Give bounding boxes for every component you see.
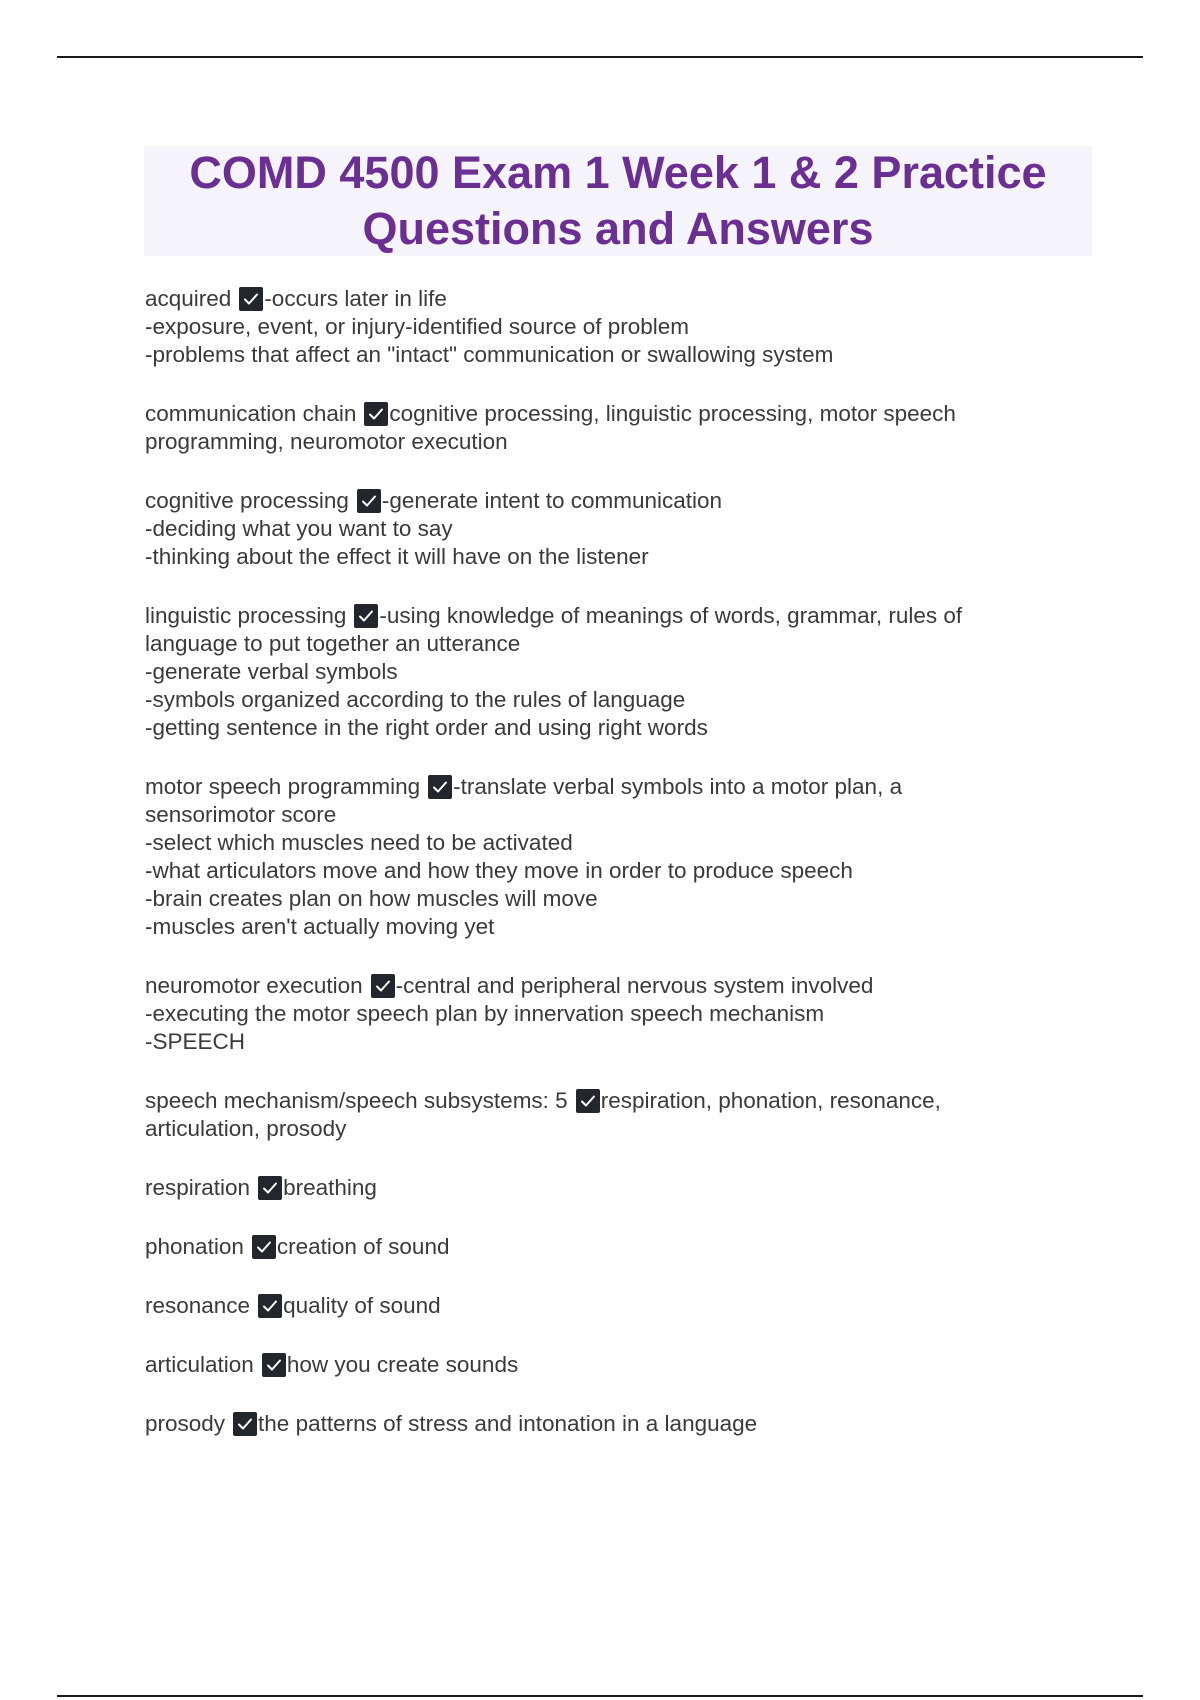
qa-answer-first-line: -central and peripheral nervous system involved — [395, 973, 874, 998]
qa-answer-first-line: breathing — [283, 1175, 377, 1200]
qa-answer-line: -generate verbal symbols — [145, 659, 398, 684]
top-rule — [57, 56, 1143, 58]
qa-term: phonation — [145, 1234, 244, 1259]
qa-entry — [145, 1351, 1045, 1379]
qa-entry — [145, 972, 1045, 1056]
qa-answer-line: -thinking about the effect it will have on the listener — [145, 544, 649, 569]
qa-answer-line: -getting sentence in the right order and using right words — [145, 715, 708, 740]
qa-answer-line: -muscles aren't actually moving yet — [145, 914, 495, 939]
qa-answer-first-line: -generate intent to communication — [381, 488, 723, 513]
qa-entry — [145, 487, 1045, 571]
qa-answer-line: -SPEECH — [145, 1029, 246, 1054]
qa-entry — [145, 1292, 1045, 1320]
page-title — [189, 145, 1046, 257]
qa-answer-first-line: how you create sounds — [286, 1352, 519, 1377]
checkmark-box-icon — [239, 287, 263, 311]
qa-entry — [145, 1087, 1045, 1143]
qa-answer-line: -brain creates plan on how muscles will move — [145, 886, 598, 911]
qa-entry — [145, 1410, 1045, 1438]
qa-answer-first-line: quality of sound — [283, 1293, 441, 1318]
qa-entry — [145, 285, 1045, 369]
qa-answer-line: -deciding what you want to say — [145, 516, 453, 541]
qa-list — [145, 285, 1045, 1469]
qa-answer-first-line: -occurs later in life — [264, 286, 447, 311]
qa-entry — [145, 773, 1045, 941]
checkmark-box-icon — [428, 775, 452, 799]
qa-term: respiration — [145, 1175, 251, 1200]
checkmark-box-icon — [258, 1176, 282, 1200]
qa-answer-line: -symbols organized according to the rules of language — [145, 687, 686, 712]
qa-entry — [145, 602, 1045, 742]
checkmark-box-icon — [371, 974, 395, 998]
qa-answer-line: articulation, prosody — [145, 1116, 347, 1141]
qa-answer-line: -select which muscles need to be activated — [145, 830, 573, 855]
qa-answer-first-line: respiration, phonation, resonance, — [600, 1088, 941, 1113]
checkmark-box-icon — [252, 1235, 276, 1259]
qa-answer-line: -problems that affect an "intact" communication or swallowing system — [145, 342, 834, 367]
qa-term: prosody — [145, 1411, 226, 1436]
qa-term: speech mechanism/speech subsystems: 5 — [145, 1088, 568, 1113]
qa-answer-first-line: -using knowledge of meanings of words, grammar, rules of — [379, 603, 963, 628]
qa-term: cognitive processing — [145, 488, 349, 513]
qa-answer-line: -what articulators move and how they move in order to produce speech — [145, 858, 853, 883]
title-banner — [144, 146, 1092, 256]
checkmark-box-icon — [576, 1089, 600, 1113]
title-line-1: COMD 4500 Exam 1 Week 1 & 2 Practice — [189, 147, 1047, 198]
qa-answer-line: sensorimotor score — [145, 802, 337, 827]
qa-answer-line: -exposure, event, or injury-identified source of problem — [145, 314, 690, 339]
title-line-2: Questions and Answers — [362, 203, 874, 254]
qa-term: articulation — [145, 1352, 254, 1377]
qa-answer-first-line: -translate verbal symbols into a motor plan, a — [453, 774, 903, 799]
qa-answer-line: language to put together an utterance — [145, 631, 521, 656]
qa-term: neuromotor execution — [145, 973, 363, 998]
checkmark-box-icon — [262, 1353, 286, 1377]
qa-term: communication chain — [145, 401, 357, 426]
checkmark-box-icon — [354, 604, 378, 628]
checkmark-box-icon — [258, 1294, 282, 1318]
qa-entry — [145, 400, 1045, 456]
qa-term: resonance — [145, 1293, 251, 1318]
checkmark-box-icon — [357, 489, 381, 513]
checkmark-box-icon — [364, 402, 388, 426]
qa-answer-first-line: cognitive processing, linguistic processing, motor speech — [389, 401, 956, 426]
qa-answer-line: programming, neuromotor execution — [145, 429, 508, 454]
qa-answer-first-line: creation of sound — [276, 1234, 450, 1259]
qa-term: linguistic processing — [145, 603, 347, 628]
qa-entry — [145, 1174, 1045, 1202]
qa-answer-line: -executing the motor speech plan by innervation speech mechanism — [145, 1001, 825, 1026]
bottom-rule — [57, 1695, 1143, 1697]
qa-term: acquired — [145, 286, 232, 311]
qa-entry — [145, 1233, 1045, 1261]
qa-answer-first-line: the patterns of stress and intonation in a language — [258, 1411, 758, 1436]
checkmark-box-icon — [233, 1412, 257, 1436]
qa-term: motor speech programming — [145, 774, 421, 799]
